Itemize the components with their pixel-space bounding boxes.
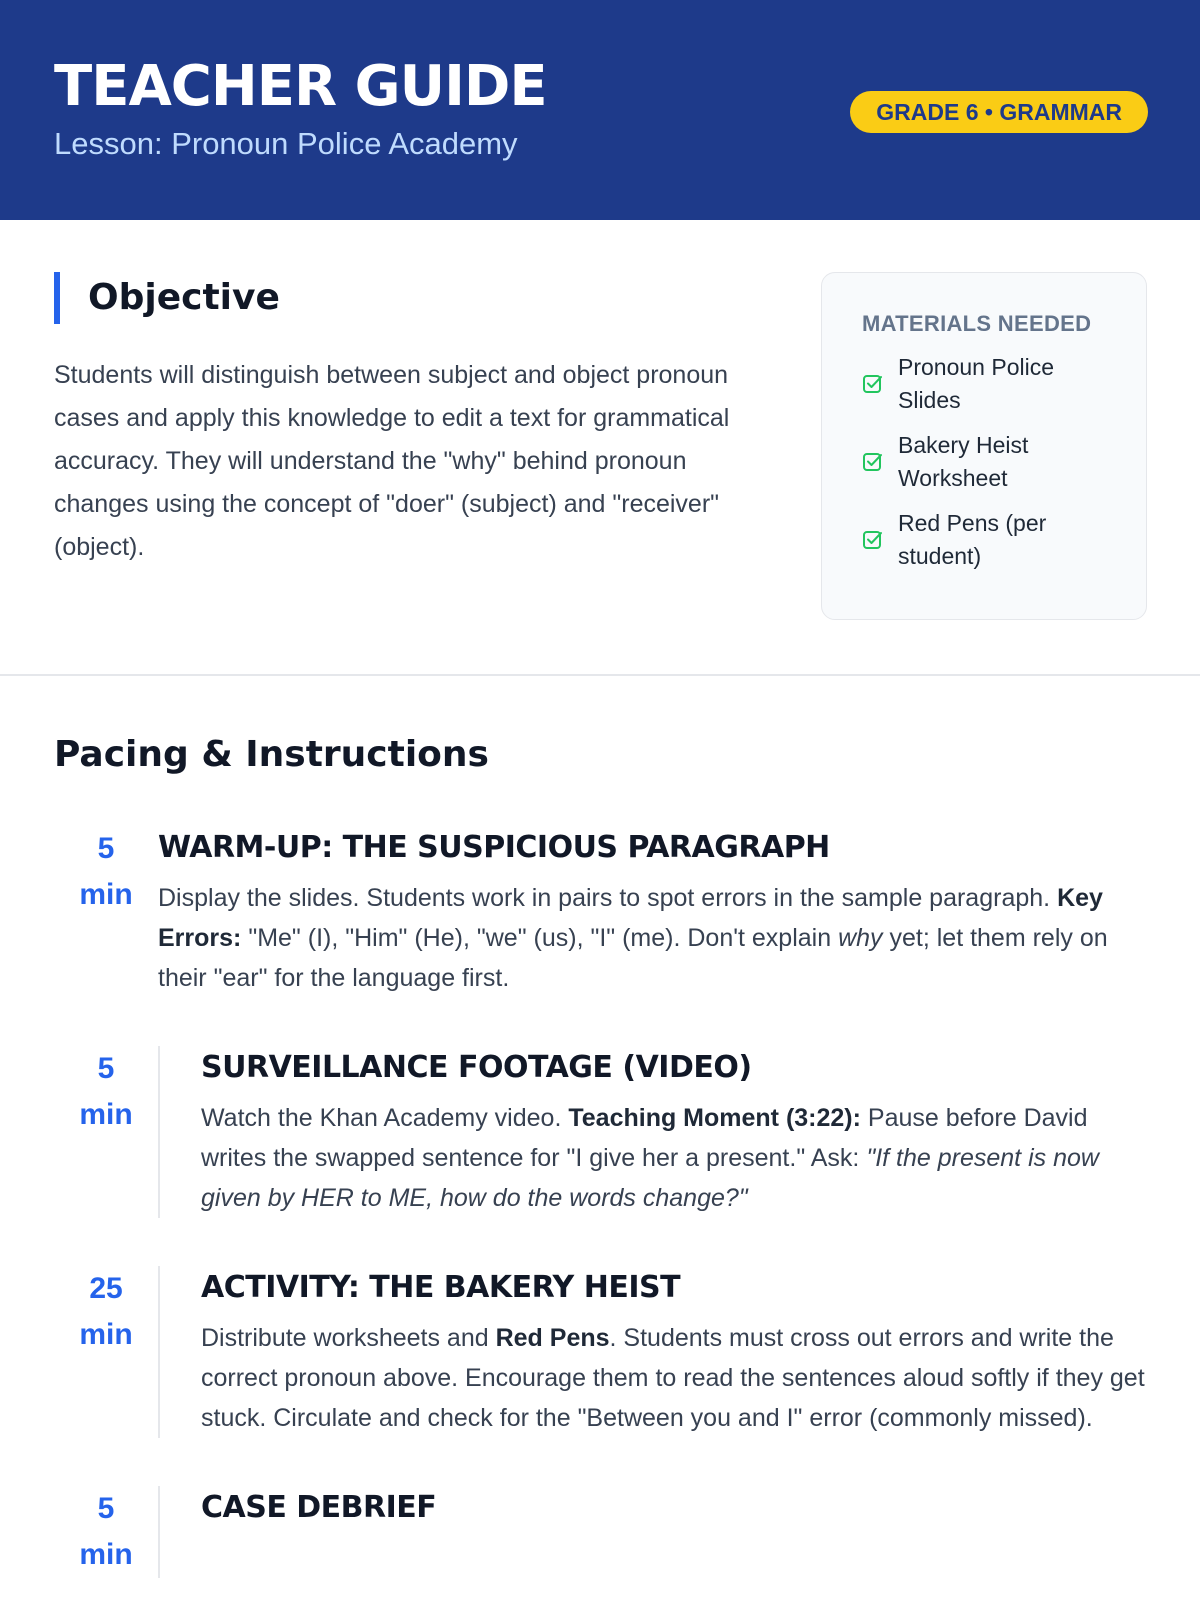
checkbox-check-icon (862, 373, 884, 395)
objective-text: Students will distinguish between subject and object pronoun cases and apply this knowledge to edit a text for grammatical accuracy. They will understand the "why" behind pronoun changes using the concept of "doer" (subject) and "receiver" (object). (54, 361, 730, 561)
materials-item-label: Pronoun Police Slides (898, 354, 1054, 413)
materials-item (862, 351, 1106, 417)
page-header (0, 0, 1200, 220)
step-text-italic: why (838, 924, 883, 952)
step-title: CASE DEBRIEF (201, 1490, 437, 1525)
materials-item (862, 429, 1106, 495)
objective-heading: Objective (54, 272, 744, 324)
objective-section (0, 220, 1200, 676)
step-title: WARM-UP: THE SUSPICIOUS PARAGRAPH (158, 830, 830, 865)
step-text-bold: Red Pens (495, 1324, 610, 1352)
checkbox-check-icon (862, 451, 884, 473)
step-text-bold: Key Errors: (158, 884, 1103, 952)
step-duration-value: 25 (89, 1272, 123, 1305)
step-duration-unit: min (79, 1098, 133, 1131)
pacing-heading: Pacing & Instructions (54, 734, 489, 775)
lesson-subtitle: Lesson: Pronoun Police Academy (54, 126, 518, 161)
step-body (158, 1266, 1146, 1438)
step-text-part: yet; let them rely on their "ear" for the language first. (158, 924, 1108, 992)
materials-heading: MATERIALS NEEDED (862, 311, 1092, 336)
materials-item (862, 507, 1106, 573)
materials-item-label: Red Pens (per student) (898, 510, 1047, 569)
step-duration-value: 5 (97, 1492, 115, 1525)
step-title: SURVEILLANCE FOOTAGE (VIDEO) (201, 1050, 752, 1085)
step-text (201, 1098, 1146, 1218)
materials-card (821, 272, 1147, 620)
step-text (201, 1318, 1146, 1438)
step-text-italic: "If the present is now given by HER to ME, how do the words change?" (201, 1144, 1099, 1212)
step-text-part: Pause before David writes the swapped sentence for "I give her a present." Ask: (201, 1104, 1088, 1172)
step-duration (54, 826, 158, 998)
step-text-part: . Students must cross out errors and write the correct pronoun above. Encourage them to read the sentences aloud softly if they get stuck. Circulate and check for the "Between you and I" error (commonly missed). (201, 1324, 1145, 1432)
step-duration-value: 5 (97, 832, 115, 865)
pacing-step (54, 826, 1146, 998)
step-duration-unit: min (79, 878, 133, 911)
step-duration-unit: min (79, 1318, 133, 1351)
step-text-bold: Teaching Moment (3:22): (568, 1104, 861, 1132)
pacing-section (0, 676, 1200, 1578)
grade-badge: GRADE 6 • GRAMMAR (850, 91, 1148, 133)
step-body (158, 826, 1146, 998)
objective-block (54, 272, 744, 620)
materials-item-label: Bakery Heist Worksheet (898, 432, 1029, 491)
step-duration (54, 1046, 158, 1218)
pacing-step (54, 1046, 1146, 1218)
step-body (158, 1486, 1146, 1578)
step-duration (54, 1486, 158, 1578)
step-text-part: Display the slides. Students work in pairs to spot errors in the sample paragraph. (158, 884, 1058, 912)
step-duration (54, 1266, 158, 1438)
step-text-part: Distribute worksheets and (201, 1324, 496, 1352)
pacing-step (54, 1486, 1146, 1578)
step-title: ACTIVITY: THE BAKERY HEIST (201, 1270, 681, 1305)
step-text-part: Watch the Khan Academy video. (201, 1104, 569, 1132)
page-title: TEACHER GUIDE (54, 54, 547, 119)
step-text (158, 878, 1146, 998)
step-duration-unit: min (79, 1538, 133, 1571)
step-duration-value: 5 (97, 1052, 115, 1085)
checkbox-check-icon (862, 529, 884, 551)
step-text-part: "Me" (I), "Him" (He), "we" (us), "I" (me). Don't explain (241, 924, 839, 952)
pacing-step (54, 1266, 1146, 1438)
step-body (158, 1046, 1146, 1218)
